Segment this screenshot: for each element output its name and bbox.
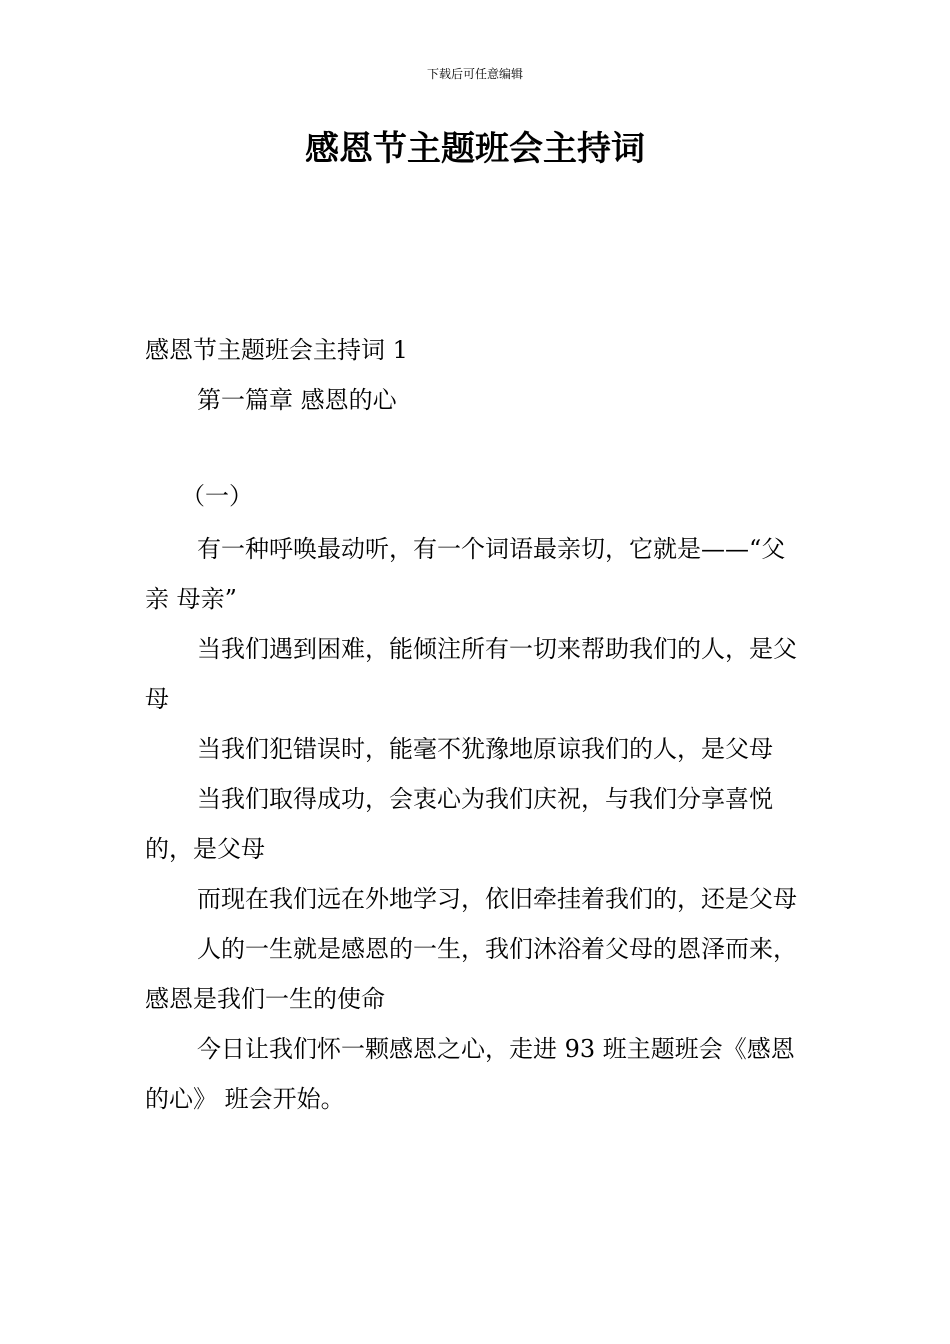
document-title: 感恩节主题班会主持词 (305, 129, 645, 169)
paragraph: 人的一生就是感恩的一生，我们沐浴着父母的恩泽而来，感恩是我们一生的使命 (145, 935, 797, 1013)
chapter-title: 第一篇章 感恩的心 (197, 386, 397, 414)
paragraph: 当我们遇到困难，能倾注所有一切来帮助我们的人，是父母 (145, 635, 797, 713)
section-title: 感恩节主题班会主持词 1 (145, 336, 408, 364)
paragraph: 而现在我们远在外地学习，依旧牵挂着我们的，还是父母 (197, 885, 797, 913)
paragraph: 今日让我们怀一颗感恩之心，走进 93 班主题班会《感恩的心》 班会开始。 (145, 1035, 795, 1113)
subsection-label: （一） (181, 482, 253, 510)
body-paragraphs (145, 524, 809, 1124)
paragraph: 有一种呼唤最动听，有一个词语最亲切，它就是——“父亲 母亲” (145, 535, 786, 613)
paragraph: 当我们犯错误时，能毫不犹豫地原谅我们的人，是父母 (197, 735, 773, 763)
page-header-note: 下载后可任意编辑 (426, 67, 523, 81)
paragraph: 当我们取得成功，会衷心为我们庆祝，与我们分享喜悦的，是父母 (145, 785, 773, 863)
